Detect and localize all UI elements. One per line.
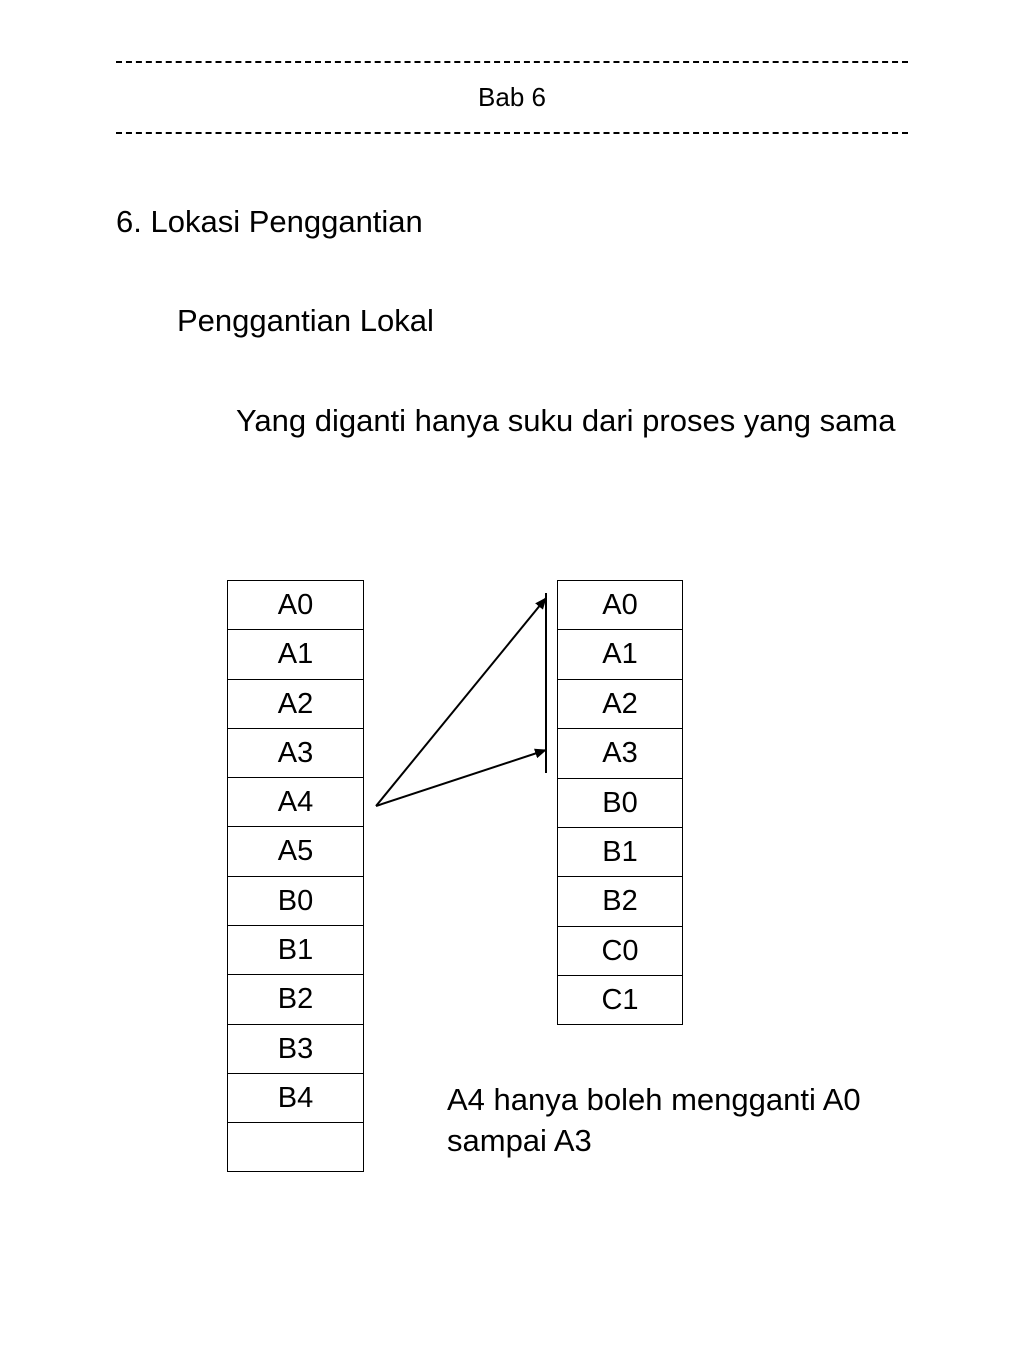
right-frame-cell: A3 xyxy=(558,729,682,778)
right-frame-cell: C0 xyxy=(558,927,682,976)
arrow-to-a0 xyxy=(376,598,546,806)
right-frame-cell: A1 xyxy=(558,630,682,679)
left-frame-cell: A2 xyxy=(228,680,363,729)
left-frame-cell: A5 xyxy=(228,827,363,876)
left-frame-cell: A0 xyxy=(228,581,363,630)
left-frame-cell: B2 xyxy=(228,975,363,1024)
left-frame-cell: B1 xyxy=(228,926,363,975)
right-frame-cell: C1 xyxy=(601,984,639,1017)
arrow-to-a3 xyxy=(376,750,546,806)
left-frame-cell: B4 xyxy=(228,1074,363,1123)
section-title: 6. Lokasi Penggantian xyxy=(116,204,423,239)
right-frame-cell: B1 xyxy=(558,828,682,877)
description-text: Yang diganti hanya suku dari proses yang sama xyxy=(236,403,896,438)
header-title: Bab 6 xyxy=(478,82,546,112)
right-frame-cell: A2 xyxy=(558,680,682,729)
left-frame-cell: A4 xyxy=(228,778,363,827)
right-frame-cell: B2 xyxy=(558,877,682,926)
right-frame-cell: A0 xyxy=(558,581,682,630)
left-frame-cell: A1 xyxy=(228,630,363,679)
note-text: A4 hanya boleh mengganti A0 sampai A3 xyxy=(447,1082,861,1158)
left-frame-cell: B0 xyxy=(228,877,363,926)
left-frame-cell: B3 xyxy=(228,1025,363,1074)
left-frame-cell: A3 xyxy=(228,729,363,778)
subsection-title: Penggantian Lokal xyxy=(177,303,434,338)
right-frame-cell: B0 xyxy=(558,779,682,828)
